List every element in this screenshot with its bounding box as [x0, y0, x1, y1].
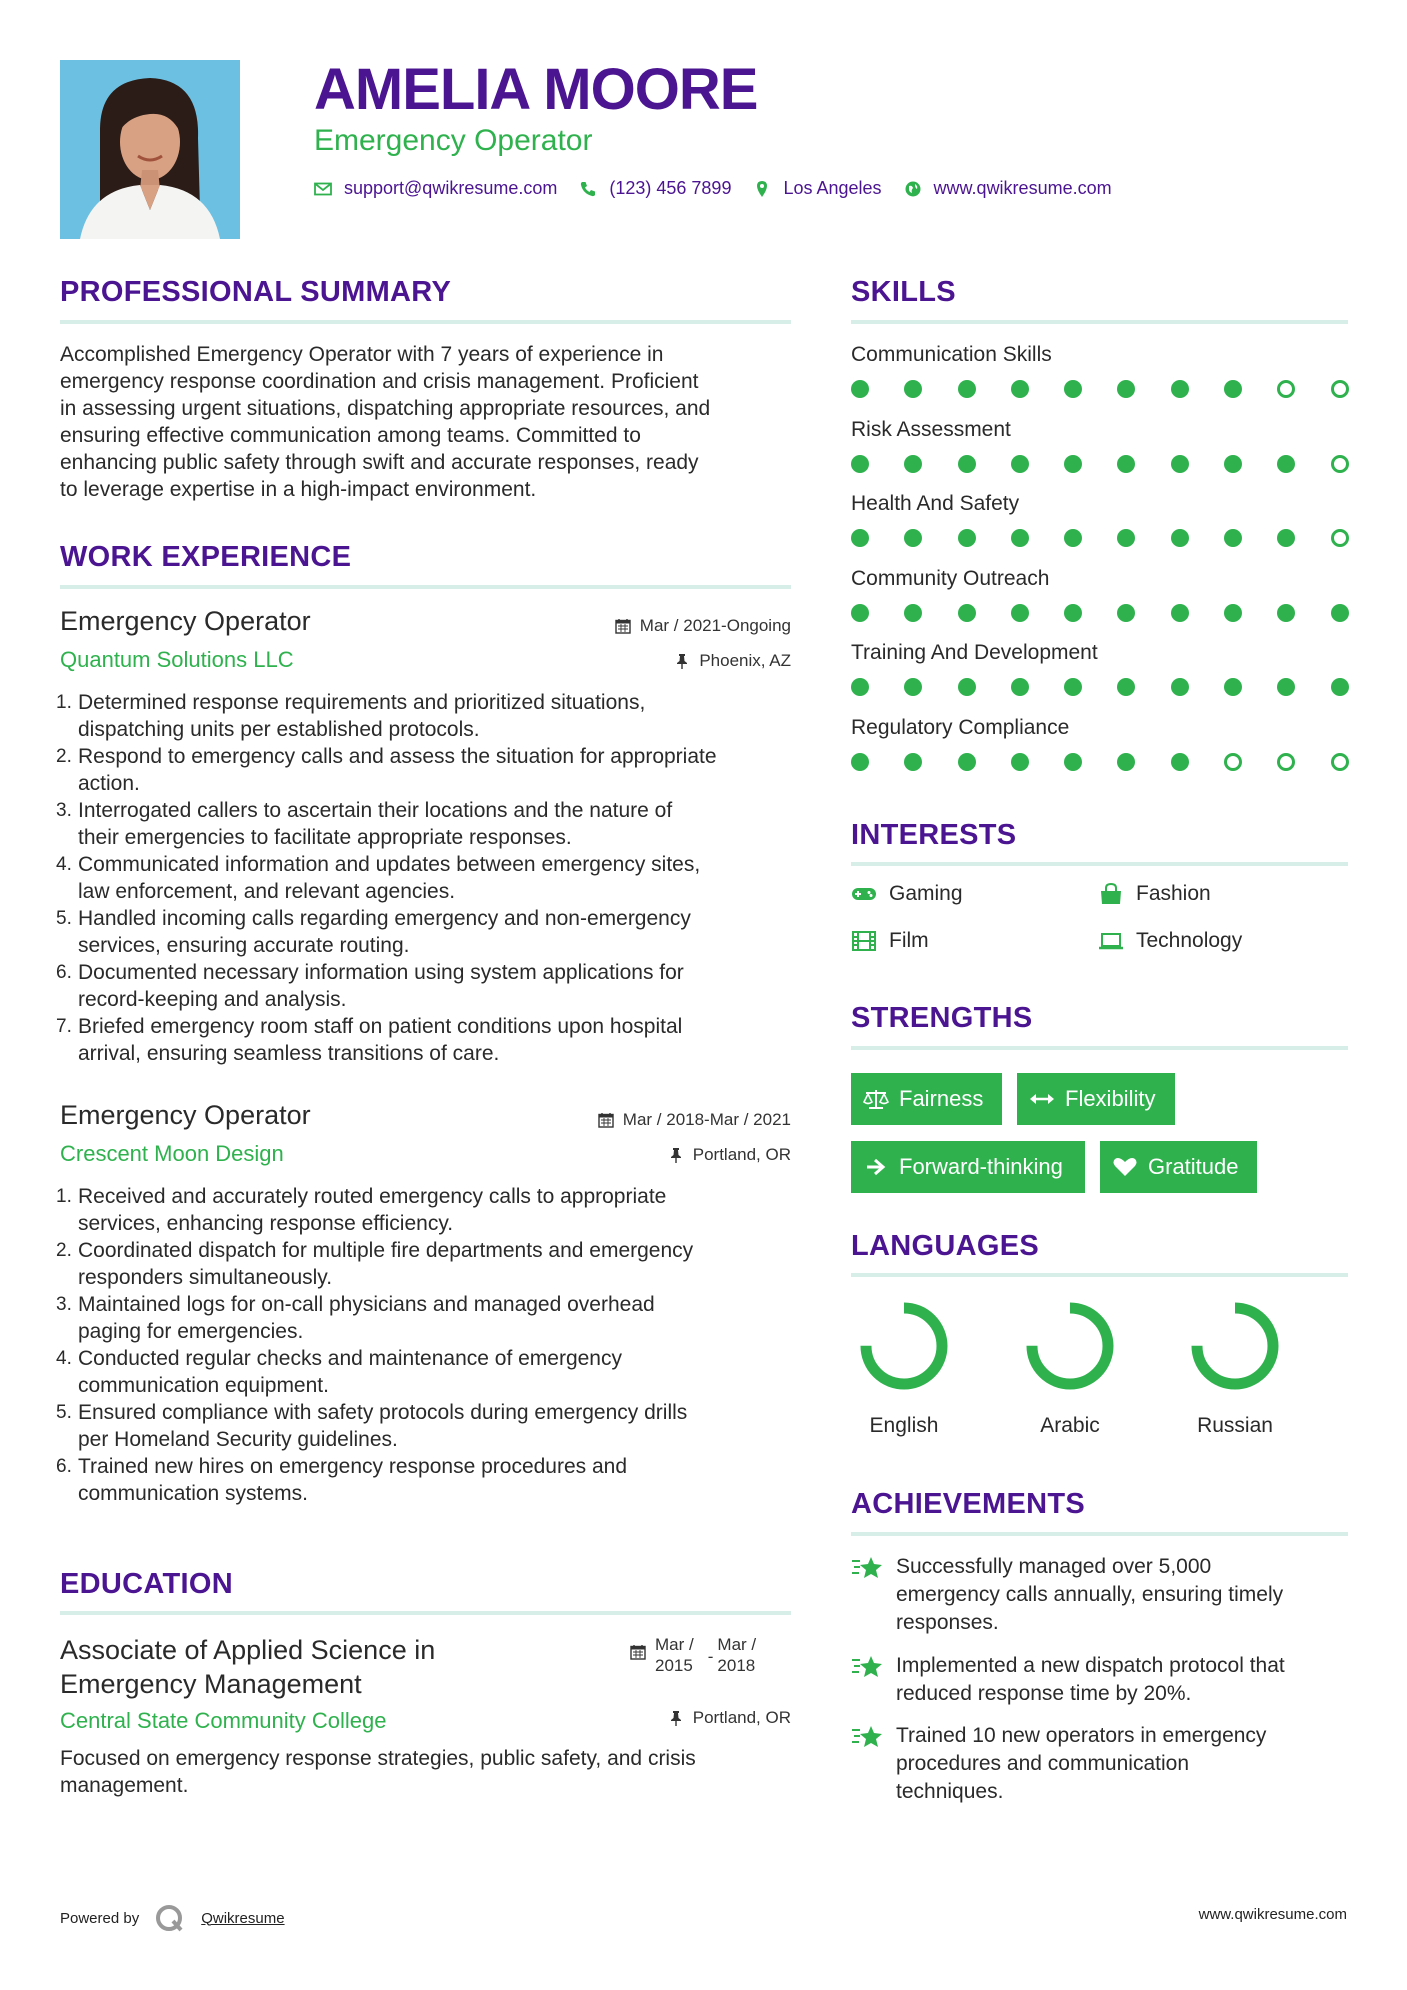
list-item: Documented necessary information using system applications for record-keeping and analysis.	[78, 961, 684, 1011]
rating-dot-filled	[1117, 455, 1135, 473]
languages-heading: LANGUAGES	[851, 1230, 1039, 1262]
candidate-title: Emergency Operator	[314, 124, 593, 157]
education-location	[668, 1708, 791, 1728]
rating-dot-filled	[1331, 678, 1349, 696]
language-level-arc	[1032, 1308, 1108, 1384]
rating-dot-filled	[1277, 604, 1295, 622]
rating-dot-filled	[1011, 455, 1029, 473]
education-date-separator: -	[707, 1647, 714, 1666]
list-item: Communicated information and updates between emergency sites, law enforcement, and relevant agencies.	[78, 853, 701, 903]
education-heading: EDUCATION	[60, 1568, 233, 1600]
rating-dot-filled	[851, 753, 869, 771]
achievements-heading: ACHIEVEMENTS	[851, 1488, 1086, 1520]
skill-rating	[851, 455, 1349, 473]
rating-dot-filled	[851, 455, 869, 473]
rating-dot-empty	[1331, 455, 1349, 473]
skill-name: Communication Skills	[851, 343, 1052, 366]
education-description: Focused on emergency response strategies, public safety, and crisis management.	[60, 1747, 696, 1797]
strength-badge	[851, 1141, 1085, 1193]
strengths-divider	[851, 1046, 1348, 1050]
rating-dot-filled	[904, 753, 922, 771]
contact-website[interactable]	[904, 178, 1112, 199]
footer-website[interactable]: www.qwikresume.com	[1198, 1906, 1347, 1923]
language-name: Arabic	[1040, 1414, 1100, 1437]
rating-dot-filled	[1064, 753, 1082, 771]
job-location	[668, 1145, 791, 1165]
interest-label: Film	[889, 929, 929, 952]
degree-title: Associate of Applied Science in Emergency Management	[60, 1635, 436, 1699]
experience-divider	[60, 585, 791, 589]
rating-dot-filled	[958, 455, 976, 473]
interest-film	[851, 929, 929, 953]
job-title: Emergency Operator	[60, 606, 311, 636]
summary-line: to leverage expertise in a high-impact environment.	[60, 478, 537, 501]
rating-dot-empty	[1331, 380, 1349, 398]
strengths-heading: STRENGTHS	[851, 1002, 1033, 1034]
experience-heading: WORK EXPERIENCE	[60, 541, 352, 573]
languages-divider	[851, 1273, 1348, 1277]
star-icon	[851, 1722, 885, 1752]
heart-icon	[1112, 1156, 1138, 1178]
star-icon	[851, 1553, 885, 1583]
job-date-text: Mar / 2021-Ongoing	[639, 616, 791, 635]
rating-dot-filled	[958, 753, 976, 771]
interest-label: Technology	[1136, 929, 1243, 952]
skill-rating	[851, 604, 1349, 622]
skill-rating	[851, 529, 1349, 547]
rating-dot-empty	[1331, 753, 1349, 771]
list-item: Interrogated callers to ascertain their locations and the nature of their emergencies to facilitate appropriate responses.	[78, 799, 673, 849]
rating-dot-filled	[1277, 678, 1295, 696]
summary-heading: PROFESSIONAL SUMMARY	[60, 276, 452, 308]
shopping-bag-icon	[1098, 883, 1124, 905]
phone-icon	[579, 180, 597, 198]
rating-dot-filled	[1064, 604, 1082, 622]
summary-line: ensuring effective communication among teams. Committed to	[60, 424, 641, 447]
skill-name: Health And Safety	[851, 492, 1020, 516]
skill-name: Regulatory Compliance	[851, 716, 1070, 739]
education-date	[630, 1634, 756, 1676]
summary-divider	[60, 320, 791, 324]
strength-badge	[1017, 1073, 1175, 1125]
rating-dot-filled	[958, 604, 976, 622]
contact-location-text: Los Angeles	[783, 178, 882, 198]
rating-dot-filled	[1171, 455, 1189, 473]
contact-website-text: www.qwikresume.com	[933, 178, 1112, 198]
achievement-item: Implemented a new dispatch protocol that reduced response time by 20%.	[851, 1652, 1285, 1708]
contact-email[interactable]	[314, 178, 557, 199]
job-date	[598, 1110, 791, 1130]
profile-photo	[60, 60, 240, 239]
contact-phone-text: (123) 456 7899	[609, 178, 732, 198]
strength-label: Forward-thinking	[899, 1154, 1063, 1179]
rating-dot-filled	[1224, 380, 1242, 398]
language-level-arc	[1197, 1308, 1273, 1384]
rating-dot-empty	[1331, 529, 1349, 547]
achievement-item: Successfully managed over 5,000 emergency calls annually, ensuring timely responses.	[851, 1553, 1283, 1637]
rating-dot-filled	[1171, 753, 1189, 771]
rating-dot-filled	[1224, 678, 1242, 696]
strength-label: Fairness	[899, 1086, 984, 1111]
rating-dot-filled	[1011, 380, 1029, 398]
strength-label: Flexibility	[1065, 1086, 1156, 1111]
rating-dot-filled	[1011, 753, 1029, 771]
interests-divider	[851, 862, 1348, 866]
education-divider	[60, 1611, 791, 1615]
rating-dot-filled	[904, 529, 922, 547]
job-title: Emergency Operator	[60, 1100, 311, 1130]
laptop-icon	[1098, 930, 1124, 952]
list-item: Determined response requirements and prioritized situations, dispatching units per established protocols.	[78, 691, 646, 741]
list-item: Respond to emergency calls and assess the situation for appropriate action.	[78, 745, 717, 795]
rating-dot-filled	[1117, 678, 1135, 696]
rating-dot-filled	[851, 678, 869, 696]
rating-dot-filled	[904, 455, 922, 473]
job-duties-list	[60, 689, 800, 1067]
job-date-text: Mar / 2018-Mar / 2021	[622, 1110, 791, 1129]
job-company: Crescent Moon Design	[60, 1141, 284, 1166]
candidate-name: AMELIA MOORE	[314, 57, 758, 122]
powered-by-text: Powered by	[60, 1909, 140, 1927]
calendar-icon	[598, 1112, 614, 1128]
rating-dot-filled	[1171, 380, 1189, 398]
rating-dot-filled	[1277, 529, 1295, 547]
job-company: Quantum Solutions LLC	[60, 647, 294, 672]
calendar-icon	[615, 618, 631, 634]
strength-badge	[1100, 1141, 1257, 1193]
rating-dot-filled	[1171, 529, 1189, 547]
contact-phone[interactable]	[579, 178, 731, 199]
summary-line: Accomplished Emergency Operator with 7 years of experience in	[60, 343, 664, 366]
skill-rating	[851, 753, 1349, 771]
summary-text	[60, 341, 800, 503]
skill-rating	[851, 380, 1349, 398]
rating-dot-empty	[1277, 753, 1295, 771]
list-item: Coordinated dispatch for multiple fire departments and emergency responders simultaneously.	[78, 1239, 694, 1289]
list-item: Ensured compliance with safety protocols during emergency drills per Homeland Security guidelines.	[78, 1401, 688, 1451]
job-date	[615, 616, 791, 636]
arrows-horizontal-icon	[1029, 1088, 1055, 1110]
language-level-arc	[866, 1308, 942, 1384]
contact-email-text: support@qwikresume.com	[344, 178, 558, 198]
language-name: Russian	[1197, 1414, 1273, 1437]
strength-label: Gratitude	[1148, 1154, 1239, 1179]
skill-name: Risk Assessment	[851, 417, 1011, 441]
list-item: Trained new hires on emergency response procedures and communication systems.	[78, 1455, 628, 1505]
rating-dot-filled	[958, 380, 976, 398]
rating-dot-filled	[1171, 678, 1189, 696]
rating-dot-filled	[1011, 529, 1029, 547]
skill-name: Training And Development	[851, 641, 1098, 665]
interest-gaming	[851, 882, 963, 906]
rating-dot-filled	[1117, 529, 1135, 547]
job-location	[674, 651, 791, 671]
film-icon	[851, 930, 877, 952]
rating-dot-filled	[1117, 604, 1135, 622]
summary-line: enhancing public safety through swift and accurate responses, ready	[60, 451, 699, 474]
rating-dot-filled	[1064, 678, 1082, 696]
arrow-right-icon	[863, 1156, 889, 1178]
rating-dot-empty	[1224, 753, 1242, 771]
envelope-icon	[314, 180, 332, 198]
pushpin-icon	[668, 1710, 684, 1726]
map-pin-icon	[753, 180, 771, 198]
language-level-ring	[858, 1300, 950, 1392]
star-icon	[851, 1652, 885, 1682]
rating-dot-empty	[1277, 380, 1295, 398]
achievements-divider	[851, 1532, 1348, 1536]
rating-dot-filled	[1331, 604, 1349, 622]
rating-dot-filled	[958, 529, 976, 547]
language-level-ring	[1189, 1300, 1281, 1392]
rating-dot-filled	[1064, 380, 1082, 398]
rating-dot-filled	[1011, 604, 1029, 622]
rating-dot-filled	[1224, 455, 1242, 473]
rating-dot-filled	[1117, 753, 1135, 771]
rating-dot-filled	[851, 529, 869, 547]
job-duties-list	[60, 1183, 800, 1507]
language-name: English	[869, 1414, 939, 1437]
balance-scale-icon	[863, 1088, 889, 1110]
list-item: Handled incoming calls regarding emergency and non-emergency services, ensuring accurate routing.	[78, 907, 691, 957]
contact-bar	[314, 178, 1134, 199]
rating-dot-filled	[904, 678, 922, 696]
education-date-start: Mar / 2015	[655, 1635, 694, 1675]
summary-line: in assessing urgent situations, dispatching appropriate resources, and	[60, 397, 711, 420]
qwikresume-logo-icon	[153, 1903, 187, 1933]
skills-heading: SKILLS	[851, 276, 956, 308]
rating-dot-filled	[1011, 678, 1029, 696]
calendar-icon	[630, 1644, 646, 1660]
rating-dot-filled	[1171, 604, 1189, 622]
list-item: Conducted regular checks and maintenance of emergency communication equipment.	[78, 1347, 622, 1397]
qwikresume-link[interactable]: Qwikresume	[201, 1909, 285, 1927]
list-item: Received and accurately routed emergency calls to appropriate services, enhancing response efficiency.	[78, 1185, 667, 1235]
job-location-text: Portland, OR	[692, 1145, 791, 1164]
strength-badge	[851, 1073, 1002, 1125]
interest-fashion	[1098, 882, 1211, 906]
school-name: Central State Community College	[60, 1708, 387, 1733]
rating-dot-filled	[1277, 455, 1295, 473]
rating-dot-filled	[958, 678, 976, 696]
interests-heading: INTERESTS	[851, 819, 1017, 851]
pushpin-icon	[674, 653, 690, 669]
rating-dot-filled	[904, 604, 922, 622]
pushpin-icon	[668, 1147, 684, 1163]
globe-icon	[904, 180, 922, 198]
rating-dot-filled	[1224, 604, 1242, 622]
list-item: Briefed emergency room staff on patient conditions upon hospital arrival, ensuring seamless transitions of care.	[78, 1015, 683, 1065]
interest-label: Fashion	[1136, 882, 1211, 905]
rating-dot-filled	[904, 380, 922, 398]
rating-dot-filled	[851, 380, 869, 398]
interest-technology	[1098, 929, 1242, 953]
job-location-text: Phoenix, AZ	[699, 651, 791, 670]
interest-label: Gaming	[889, 882, 963, 905]
gamepad-icon	[851, 883, 877, 905]
achievement-item: Trained 10 new operators in emergency procedures and communication techniques.	[851, 1722, 1266, 1806]
skills-divider	[851, 320, 1348, 324]
list-item: Maintained logs for on-call physicians and managed overhead paging for emergencies.	[78, 1293, 655, 1343]
contact-location	[753, 178, 881, 199]
skill-rating	[851, 678, 1349, 696]
rating-dot-filled	[1224, 529, 1242, 547]
education-date-end: Mar / 2018	[717, 1635, 757, 1675]
education-location-text: Portland, OR	[692, 1708, 791, 1727]
language-level-ring	[1024, 1300, 1116, 1392]
skill-name: Community Outreach	[851, 566, 1050, 590]
rating-dot-filled	[851, 604, 869, 622]
rating-dot-filled	[1117, 380, 1135, 398]
rating-dot-filled	[1064, 529, 1082, 547]
footer-powered-by	[60, 1903, 285, 1933]
rating-dot-filled	[1064, 455, 1082, 473]
summary-line: emergency response coordination and crisis management. Proficient	[60, 370, 699, 393]
